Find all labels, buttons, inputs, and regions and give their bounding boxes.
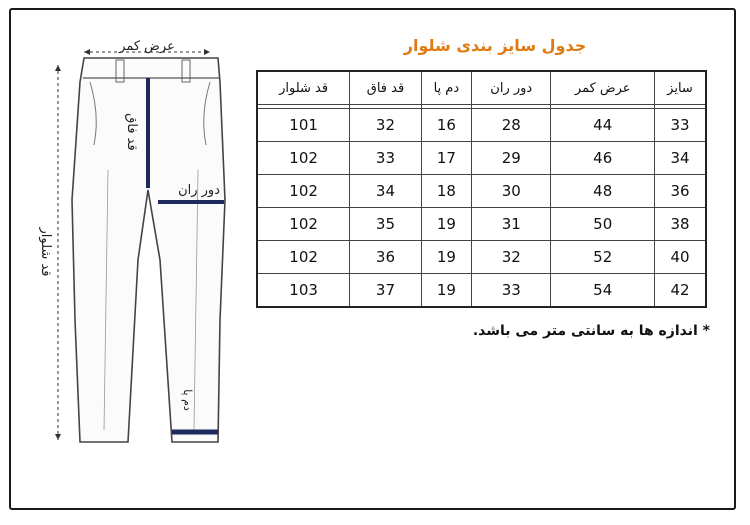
table-cell: 102: [257, 241, 350, 274]
table-cell: 44: [551, 109, 655, 142]
table-row: [257, 274, 706, 308]
table-cell: 103: [257, 274, 350, 308]
header-hem: دم پا: [421, 71, 471, 105]
table-cell: 29: [472, 142, 551, 175]
table-row: [257, 142, 706, 175]
table-cell: 102: [257, 175, 350, 208]
table-cell: 30: [472, 175, 551, 208]
table-row: [257, 241, 706, 274]
table-cell: 48: [551, 175, 655, 208]
length-label: قد شلوار: [38, 227, 53, 277]
table-row: [257, 175, 706, 208]
pants-diagram: [20, 20, 250, 460]
header-waist: عرض کمر: [551, 71, 655, 105]
table-cell: 50: [551, 208, 655, 241]
header-thigh: دور ران: [472, 71, 551, 105]
table-cell: 19: [421, 241, 471, 274]
table-cell: 28: [472, 109, 551, 142]
table-cell: 42: [655, 274, 706, 308]
table-cell: 36: [655, 175, 706, 208]
table-cell: 38: [655, 208, 706, 241]
header-length: قد شلوار: [257, 71, 350, 105]
table-cell: 37: [350, 274, 421, 308]
table-cell: 102: [257, 208, 350, 241]
table-cell: 52: [551, 241, 655, 274]
table-cell: 33: [472, 274, 551, 308]
table-header-row: [257, 71, 706, 105]
table-cell: 54: [551, 274, 655, 308]
waist-label: عرض کمر: [119, 39, 175, 54]
units-note: * اندازه ها به سانتی متر می باشد.: [472, 323, 710, 339]
table-cell: 33: [350, 142, 421, 175]
table-row: [257, 208, 706, 241]
table-cell: 17: [421, 142, 471, 175]
chart-title: جدول سایز بندی شلوار: [403, 36, 587, 55]
table-cell: 32: [350, 109, 421, 142]
table-cell: 16: [421, 109, 471, 142]
table-cell: 34: [655, 142, 706, 175]
table-cell: 101: [257, 109, 350, 142]
table-cell: 18: [421, 175, 471, 208]
size-table: [256, 70, 707, 308]
table-cell: 19: [421, 208, 471, 241]
thigh-label: دور ران: [178, 183, 220, 198]
table-row: [257, 109, 706, 142]
header-rise: قد فاق: [350, 71, 421, 105]
table-cell: 34: [350, 175, 421, 208]
pants-drawing: [20, 20, 250, 460]
table-cell: 31: [472, 208, 551, 241]
table-cell: 33: [655, 109, 706, 142]
table-cell: 36: [350, 241, 421, 274]
table-cell: 46: [551, 142, 655, 175]
header-size: سایز: [655, 71, 706, 105]
hem-label: دم پا: [181, 389, 194, 411]
rise-label: قد فاق: [124, 113, 139, 151]
table-cell: 102: [257, 142, 350, 175]
table-cell: 19: [421, 274, 471, 308]
table-cell: 32: [472, 241, 551, 274]
table-cell: 40: [655, 241, 706, 274]
table-cell: 35: [350, 208, 421, 241]
